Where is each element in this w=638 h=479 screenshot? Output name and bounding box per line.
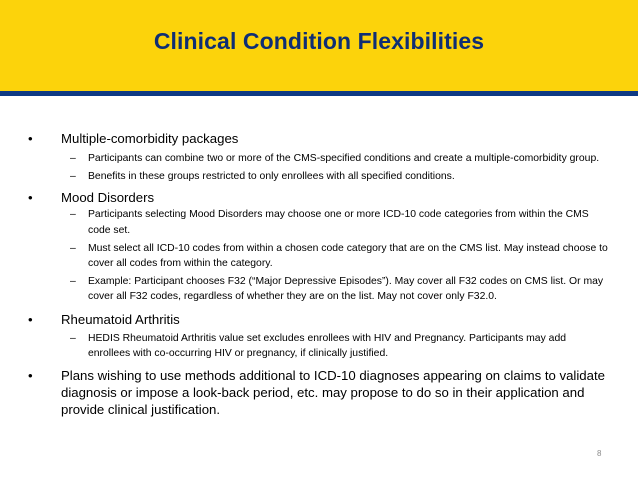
dash-marker: – [70, 242, 76, 254]
bullet-item [28, 367, 608, 418]
sub-bullet-text: Participants can combine two or more of the CMS-specified conditions and create a multiple-comorbidity group. [88, 153, 600, 164]
sub-bullet-text: Benefits in these groups restricted to only enrollees with all specified conditions. [88, 171, 455, 183]
sub-bullet-item [70, 207, 608, 237]
dash-marker: – [70, 276, 76, 288]
slide-body [28, 130, 608, 418]
dash-marker: – [70, 153, 76, 164]
bullet-text: Multiple-comorbidity packages [61, 131, 239, 146]
sub-bullet-item [70, 274, 608, 304]
sub-bullet-item [70, 331, 608, 361]
sub-bullet-text: Must select all ICD-10 codes from within a chosen code category that are on the CMS list. May instead choose to cover all codes from within the category. [88, 242, 608, 270]
bullet-item [28, 130, 608, 147]
bullet-marker: • [28, 131, 33, 146]
bullet-text: Rheumatoid Arthritis [61, 311, 180, 327]
dash-marker: – [70, 209, 76, 221]
bullet-marker: • [28, 311, 33, 327]
bullet-item [28, 189, 608, 206]
page-number: 8 [597, 449, 602, 458]
sub-bullet-item [70, 169, 608, 184]
dash-marker: – [70, 171, 76, 183]
sub-bullet-text: Example: Participant chooses F32 (“Major Depressive Episodes”). May cover all F32 codes on CMS list. Or may cover all F32 codes, regardless of whether they are on the list. May not cover only F32.0. [88, 276, 604, 303]
bullet-marker: • [28, 190, 33, 206]
sub-bullet-item [70, 241, 608, 271]
bullet-item [28, 311, 608, 328]
sub-bullet-text: HEDIS Rheumatoid Arthritis value set excludes enrollees with HIV and Pregnancy. Participants may add enrollees with co-occurring HIV or pregnancy, if clinically justified. [88, 332, 567, 359]
sub-bullet-text: Participants selecting Mood Disorders may choose one or more ICD-10 code categories from within the CMS code set. [88, 209, 589, 236]
title-banner [0, 0, 638, 96]
dash-marker: – [70, 332, 76, 344]
bullet-text: Mood Disorders [61, 190, 155, 206]
sub-bullet-item [70, 151, 608, 166]
slide-title: Clinical Condition Flexibilities [153, 28, 485, 54]
bullet-text: Plans wishing to use methods additional to ICD-10 diagnoses appearing on claims to validate diagnosis or impose a look-back period, etc. may propose to do so in their application and provide clinical justification. [61, 368, 605, 418]
bullet-marker: • [28, 368, 33, 384]
